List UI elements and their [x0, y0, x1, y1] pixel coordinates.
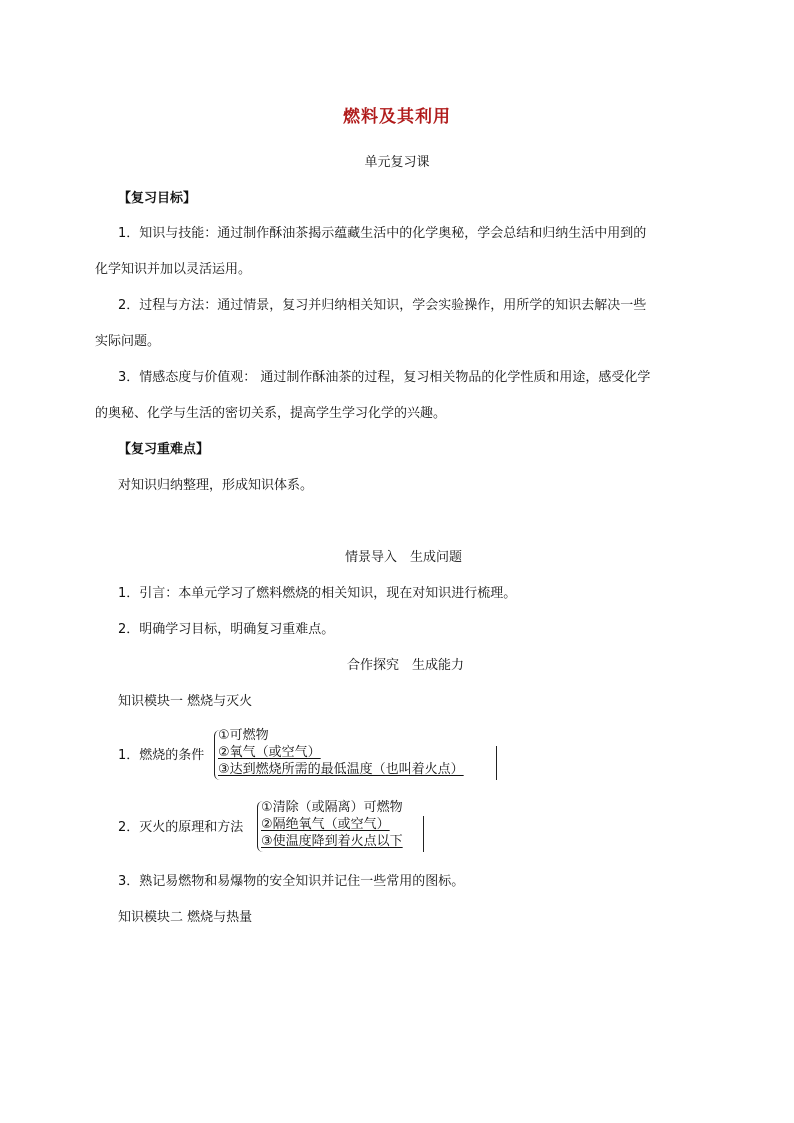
module1-heading: 知识模块一 燃烧与灭火 — [118, 694, 253, 709]
combustion-label: 1．燃烧的条件 — [118, 748, 205, 763]
extinguish-item-1: ①清除（或隔离）可燃物 — [261, 800, 403, 815]
intro-item-2: 2．明确学习目标，明确复习重难点。 — [118, 622, 335, 637]
combustion-item-1: ①可燃物 — [218, 728, 269, 743]
document-subtitle: 单元复习课 — [364, 155, 430, 170]
extinguish-item-2: ②隔绝氧气（或空气） — [261, 817, 390, 832]
goal2-line1: 2．过程与方法：通过情景，复习并归纳相关知识，学会实验操作，用所学的知识去解决一些 — [118, 298, 647, 313]
module2-heading: 知识模块二 燃烧与热量 — [118, 910, 253, 925]
section1-title: 情景导入 生成问题 — [345, 550, 463, 565]
document-title: 燃料及其利用 — [343, 107, 451, 127]
combustion-right-bar — [492, 746, 497, 780]
intro-item-1: 1．引言：本单元学习了燃料燃烧的相关知识，现在对知识进行梳理。 — [118, 586, 517, 601]
extinguish-label: 2．灭火的原理和方法 — [118, 820, 244, 835]
goal2-line2: 实际问题。 — [95, 334, 161, 349]
goal1-line1: 1．知识与技能：通过制作酥油茶揭示蕴藏生活中的化学奥秘，学会总结和归纳生活中用到的 — [118, 226, 647, 241]
extinguish-right-bar — [419, 816, 424, 852]
combustion-item-2: ②氧气（或空气） — [218, 745, 321, 760]
safety-item: 3．熟记易燃物和易爆物的安全知识并记住一些常用的图标。 — [118, 874, 465, 889]
combustion-item-3: ③达到燃烧所需的最低温度（也叫着火点） — [218, 762, 464, 777]
key-heading: 【复习重难点】 — [118, 442, 210, 457]
goal3-line1: 3．情感态度与价值观： 通过制作酥油茶的过程，复习相关物品的化学性质和用途，感受化学 — [118, 370, 651, 385]
section2-title: 合作探究 生成能力 — [347, 658, 465, 673]
goal1-line2: 化学知识并加以灵活运用。 — [95, 262, 252, 277]
extinguish-item-3: ③使温度降到着火点以下 — [261, 834, 403, 849]
goal3-line2: 的奥秘、化学与生活的密切关系，提高学生学习化学的兴趣。 — [95, 406, 447, 421]
key-text: 对知识归纳整理，形成知识体系。 — [118, 478, 314, 493]
goals-heading: 【复习目标】 — [118, 191, 197, 206]
